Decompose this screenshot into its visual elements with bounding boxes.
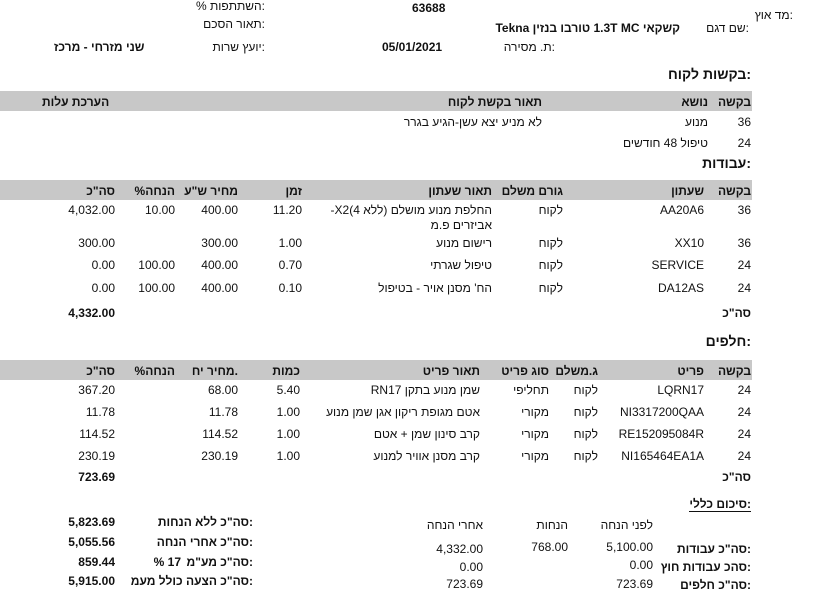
labor-col-payer: גורם משלם (501, 184, 563, 198)
ok-code-label: מד אוץ: (754, 8, 793, 22)
labor-col-desc: תאור שעתון (428, 184, 492, 198)
parts-col-req: בקשה (717, 364, 751, 378)
requests-col-topic: נושא (681, 95, 708, 109)
requests-col-req: בקשה (717, 95, 751, 109)
model-value: קשקאי 1.3T MC טורבו בנזין Tekna (495, 21, 680, 35)
labor-title: עבודות: (702, 155, 751, 171)
parts-col-part: פריט (677, 364, 704, 378)
labor-sum-value: 4,332.00 (68, 306, 115, 320)
model-label: שם דגם: (706, 21, 749, 35)
parts-title: חלפים: (705, 333, 751, 349)
requests-col-note: הערכת עלות (42, 95, 110, 109)
parts-col-total: סה"כ (86, 364, 115, 378)
summary-col-before: לפני הנחה (600, 518, 653, 532)
delivery-date-label: ת. מסירה: (503, 40, 555, 54)
summary-title: סיכום כללי: (689, 497, 751, 511)
labor-col-price: מחיר ש"ע (184, 184, 238, 198)
requests-title: בקשות לקוח: (668, 66, 751, 82)
labor-sum-label: סה"כ (722, 306, 751, 320)
requests-col-desc: תאור בקשת לקוח (447, 95, 542, 109)
labor-col-discount: %הנחה (134, 184, 175, 198)
advisor-value: שני מזרחי - מרכז (54, 40, 145, 54)
parts-col-desc: תאור פריט (422, 364, 480, 378)
parts-sum-label: סה"כ (722, 470, 751, 484)
parts-col-qty: כמות (272, 364, 300, 378)
labor-col-req: בקשה (717, 184, 751, 198)
delivery-date-value: 05/01/2021 (382, 40, 443, 54)
labor-col-time: זמן (285, 184, 302, 198)
advisor-label: יועץ שרות: (212, 40, 265, 54)
labor-col-code: שעתון (671, 184, 704, 198)
parts-col-payer: ג.משלם (555, 364, 598, 378)
agreement-label: תאור הסכם: (203, 17, 265, 31)
parts-col-type: סוג פריט (501, 364, 549, 378)
ok-code-value: 63688 (412, 1, 446, 15)
parts-col-discount: %הנחה (134, 364, 175, 378)
parts-col-unit: מחיר יח. (191, 364, 238, 378)
participation-label: % השתתפות: (195, 0, 265, 13)
parts-sum-value: 723.69 (78, 470, 115, 484)
labor-col-total: סה"כ (86, 184, 115, 198)
requests-header-bar (0, 91, 752, 111)
summary-col-after: אחרי הנחה (426, 518, 483, 532)
summary-col-discounts: הנחות (536, 518, 568, 532)
